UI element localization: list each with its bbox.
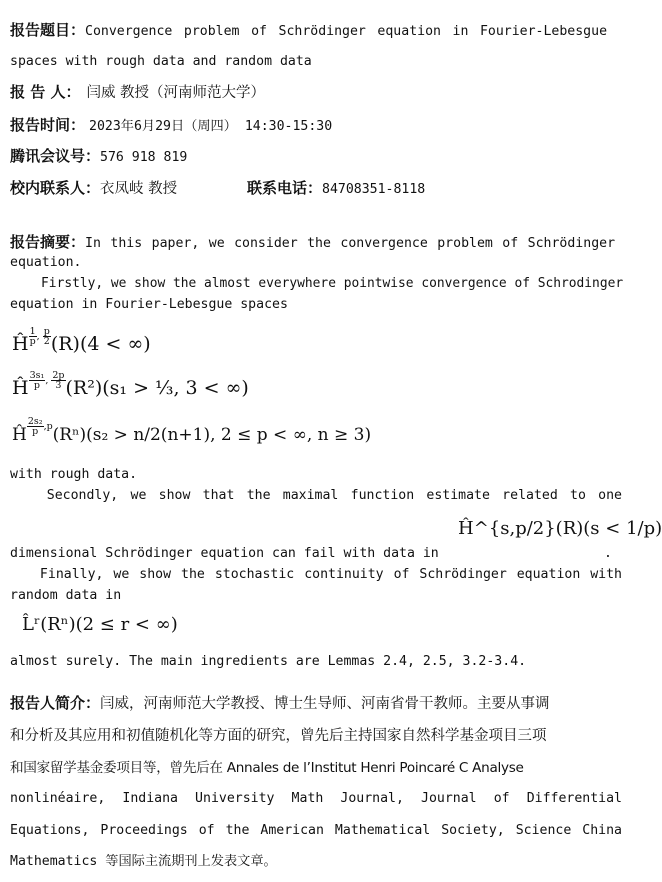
abstract-line-5: with rough data. xyxy=(10,467,138,482)
bio-label: 报告人简介： xyxy=(10,694,101,712)
bio-line-2: 和分析及其应用和初值随机化等方面的研究，曾先后主持国家自然科学基金项目三项 xyxy=(10,728,547,744)
time-label: 报告时间： xyxy=(10,116,86,134)
title-text-line1: Convergence problem of Schrödinger equation in Fourier-Lebesgue xyxy=(85,24,608,39)
formula-1-tail: (R)(4 < ∞) xyxy=(50,333,151,355)
bio-row-1 xyxy=(10,694,550,714)
abstract-line-10: almost surely. The main ingredients are Lemmas 2.4, 2.5, 3.2-3.4. xyxy=(10,654,527,669)
contact-value: 衣凤岐 教授 xyxy=(100,181,178,197)
speaker-value: 闫威 教授（河南师范大学） xyxy=(86,85,266,101)
formula-1 xyxy=(12,326,151,357)
phone-value: 84708351-8118 xyxy=(322,182,426,197)
formula-3-base: Ĥ xyxy=(12,425,27,445)
contact-label: 校内联系人： xyxy=(10,179,101,197)
abstract-label: 报告摘要： xyxy=(10,233,86,251)
meeting-value: 576 918 819 xyxy=(100,150,188,165)
abstract-line-3: Firstly, we show the almost everywhere pointwise convergence of Schrodinger xyxy=(10,276,624,291)
speaker-row xyxy=(10,83,265,103)
formula-3 xyxy=(12,416,372,447)
formula-3-exponent: 2s₂ p ,p xyxy=(27,416,53,437)
abstract-line-7-end: . xyxy=(604,546,612,561)
abstract-row-7 xyxy=(10,545,439,563)
abstract-row-1 xyxy=(10,233,615,253)
bio-line-4: nonlinéaire, Indiana University Math Journal, Journal of Differential xyxy=(10,791,622,806)
meeting-row xyxy=(10,147,187,167)
abstract-line-7: dimensional Schrödinger equation can fail with data in xyxy=(10,546,439,561)
formula-3-tail: (Rⁿ)(s₂ > n/2(n+1), 2 ≤ p < ∞, n ≥ 3) xyxy=(52,425,372,445)
title-row xyxy=(10,21,607,41)
formula-4: Ĥ^{s,p/2}(R)(s < 1/p) xyxy=(458,518,662,539)
abstract-line-8: Finally, we show the stochastic continuity of Schrödinger equation with xyxy=(10,567,622,582)
formula-2-tail: (R²)(s₁ > ⅓, 3 < ∞) xyxy=(65,377,249,399)
meeting-label: 腾讯会议号： xyxy=(10,147,101,165)
contact-row xyxy=(10,179,177,199)
bio-line-6: Mathematics 等国际主流期刊上发表文章。 xyxy=(10,854,277,869)
title-label: 报告题目： xyxy=(10,21,86,39)
abstract-line-2: equation. xyxy=(10,255,82,270)
time-row xyxy=(10,116,332,136)
time-value: 2023年6月29日（周四） 14:30-15:30 xyxy=(89,119,333,134)
formula-2-exponent: 3s₁ p , 2p 3 xyxy=(29,370,65,391)
formula-5: L̂ʳ(Rⁿ)(2 ≤ r < ∞) xyxy=(22,614,178,635)
formula-1-exponent: 1 p , p 2 xyxy=(29,326,50,347)
formula-1-base: Ĥ xyxy=(12,333,29,355)
abstract-line-1: In this paper, we consider the convergence problem of Schrödinger xyxy=(85,236,616,251)
speaker-label: 报 告 人： xyxy=(10,83,81,101)
phone-label: 联系电话： xyxy=(247,179,323,197)
phone-row xyxy=(247,179,425,199)
abstract-line-9: random data in xyxy=(10,588,122,603)
abstract-line-6: Secondly, we show that the maximal function estimate related to one xyxy=(10,488,622,503)
bio-line-3: 和国家留学基金委项目等，曾先后在 Annales de l’Institut Henri Poincaré C Analyse xyxy=(10,760,524,776)
abstract-line-4: equation in Fourier-Lebesgue spaces xyxy=(10,297,288,312)
formula-2 xyxy=(12,370,249,401)
formula-2-base: Ĥ xyxy=(12,377,29,399)
title-text-line2: spaces with rough data and random data xyxy=(10,54,312,69)
bio-line-1: 闫威，河南师范大学教授、博士生导师、河南省骨干教师。主要从事调 xyxy=(100,696,550,712)
bio-line-5: Equations, Proceedings of the American Mathematical Society, Science China xyxy=(10,823,622,838)
